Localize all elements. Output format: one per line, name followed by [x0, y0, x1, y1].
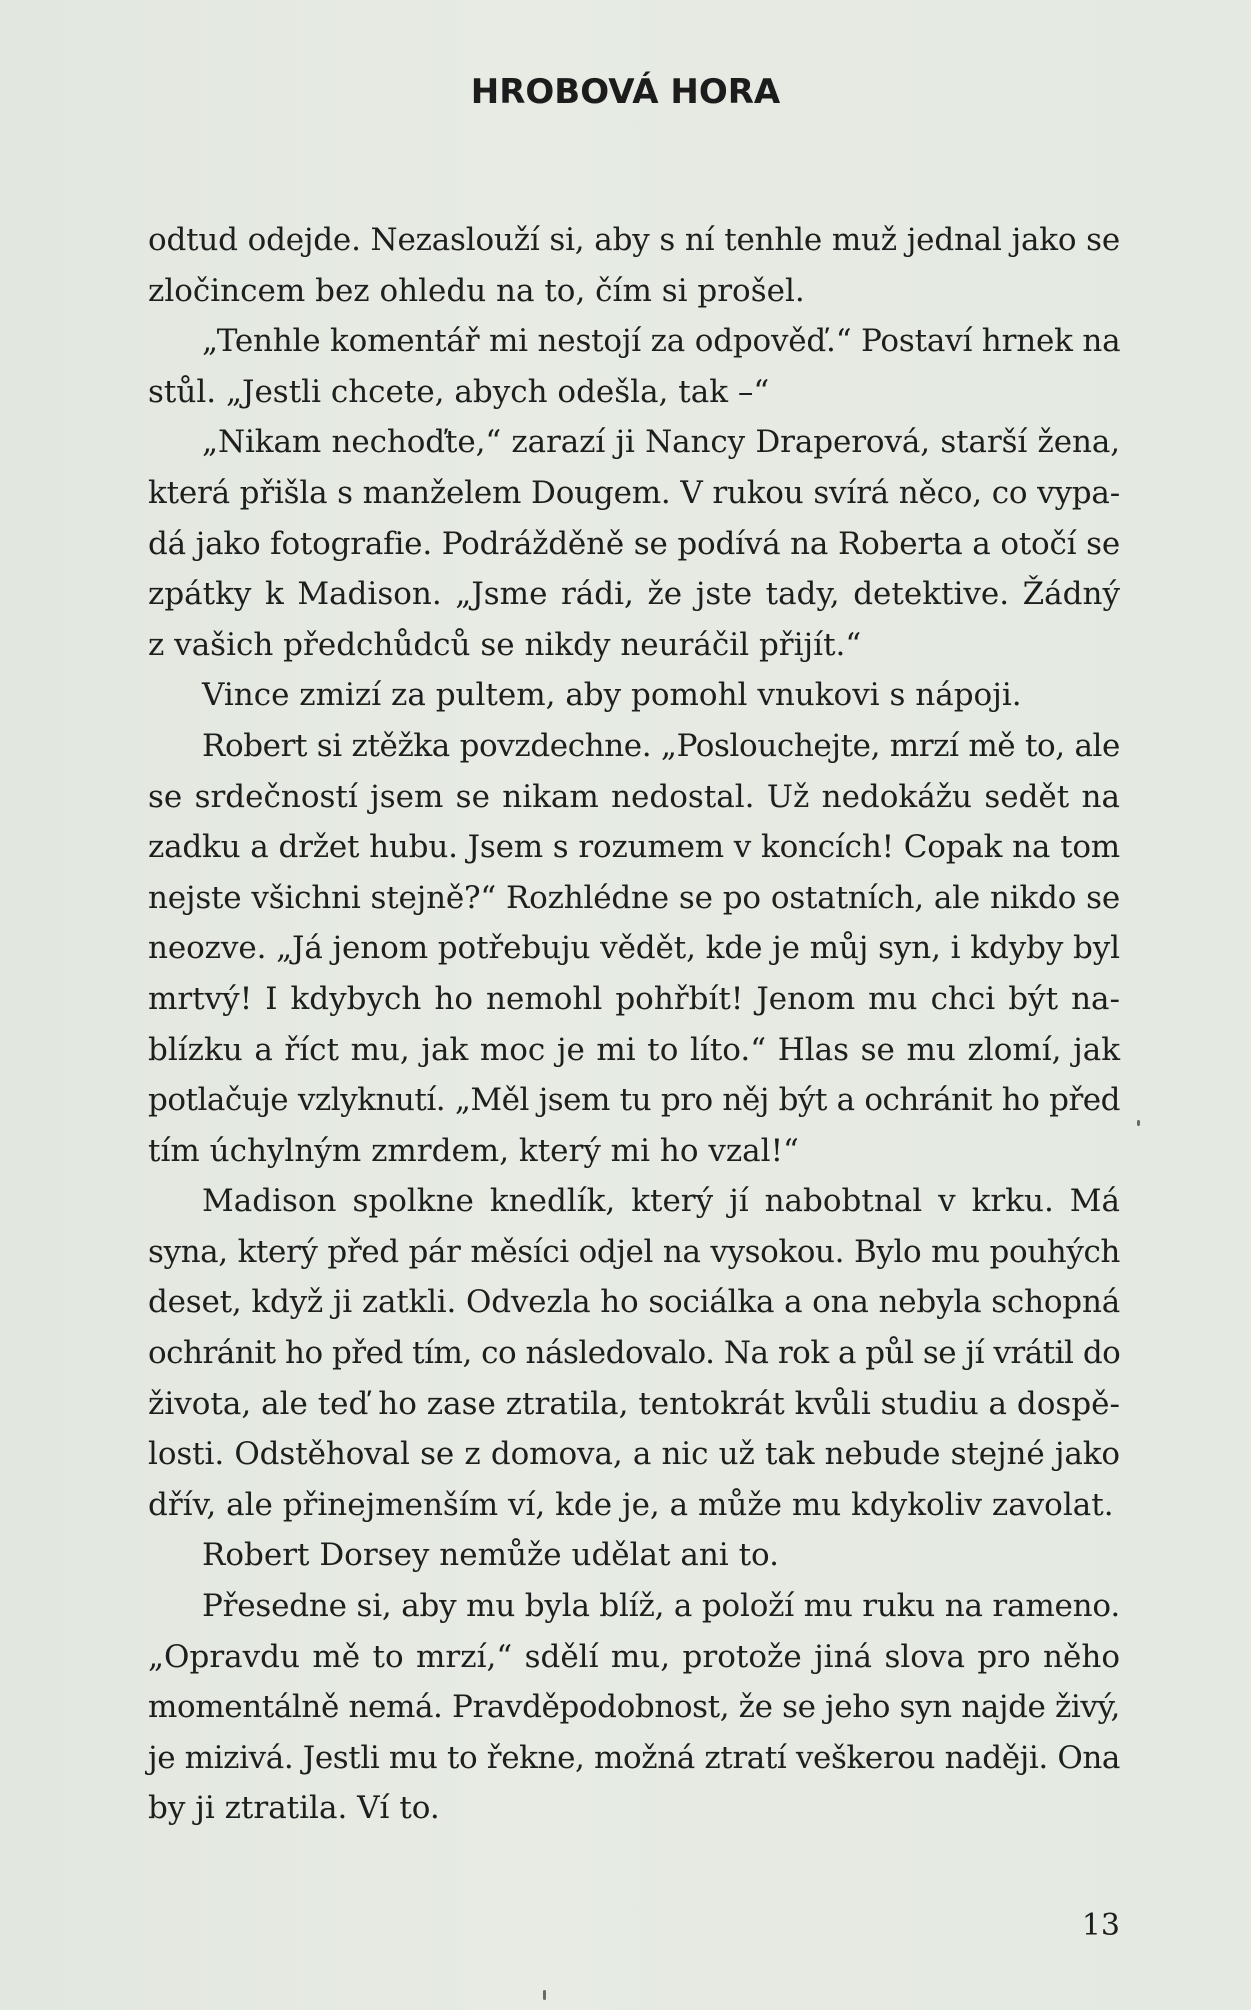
text-line: „Nikam nechoďte,“ zarazí ji Nancy Draperová, starší žena,: [202, 424, 1120, 461]
print-speck: [543, 1990, 546, 2000]
text-line: života, ale teď ho zase ztratila, tentokrát kvůli studiu a dospě-: [148, 1385, 1120, 1422]
text-line: neozve. „Já jenom potřebuju vědět, kde je můj syn, i kdyby byl: [148, 930, 1120, 967]
text-line: potlačuje vzlyknutí. „Měl jsem tu pro něj být a ochránit ho před: [148, 1082, 1120, 1119]
text-line: losti. Odstěhoval se z domova, a nic už tak nebude stejné jako: [148, 1436, 1120, 1473]
text-line: Přesedne si, aby mu byla blíž, a položí mu ruku na rameno.: [202, 1588, 1120, 1625]
text-line: dá jako fotografie. Podrážděně se podívá na Roberta a otočí se: [148, 525, 1120, 562]
text-line: z vašich předchůdců se nikdy neuráčil přijít.“: [148, 626, 862, 663]
text-line: zpátky k Madison. „Jsme rádi, že jste tady, detektive. Žádný: [148, 576, 1120, 613]
text-line: která přišla s manželem Dougem. V rukou svírá něco, co vypa-: [148, 474, 1120, 511]
text-line: je mizivá. Jestli mu to řekne, možná ztratí veškerou naději. Ona: [148, 1739, 1120, 1776]
running-head-title: HROBOVÁ HORA: [470, 72, 781, 112]
page-number: 13: [1081, 1908, 1120, 1943]
text-line: nejste všichni stejně?“ Rozhlédne se po ostatních, ale nikdo se: [148, 879, 1120, 916]
text-line: zločincem bez ohledu na to, čím si prošel.: [148, 272, 805, 309]
text-line: se srdečností jsem se nikam nedostal. Už nedokážu sedět na: [148, 778, 1120, 815]
text-line: deset, když ji zatkli. Odvezla ho sociálka a ona nebyla schopná: [148, 1284, 1120, 1321]
text-line: syna, který před pár měsíci odjel na vysokou. Bylo mu pouhých: [148, 1233, 1120, 1270]
text-line: blízku a říct mu, jak moc je mi to líto.“ Hlas se mu zlomí, jak: [148, 1031, 1120, 1068]
text-line: „Tenhle komentář mi nestojí za odpověď.“ Postaví hrnek na: [202, 323, 1121, 360]
text-line: Robert Dorsey nemůže udělat ani to.: [202, 1537, 779, 1574]
text-line: tím úchylným zmrdem, který mi ho vzal!“: [148, 1132, 799, 1169]
text-line: Robert si ztěžka povzdechne. „Poslouchejte, mrzí mě to, ale: [202, 727, 1120, 764]
text-line: by ji ztratila. Ví to.: [148, 1790, 440, 1827]
text-line: „Opravdu mě to mrzí,“ sdělí mu, protože jiná slova pro něho: [148, 1638, 1120, 1675]
text-line: mrtvý! I kdybych ho nemohl pohřbít! Jenom mu chci být na-: [148, 980, 1120, 1017]
text-line: Vince zmizí za pultem, aby pomohl vnukovi s nápoji.: [202, 677, 1022, 714]
text-line: dřív, ale přinejmenším ví, kde je, a může mu kdykoliv zavolat.: [148, 1486, 1114, 1523]
body-text: [148, 215, 1120, 1834]
text-line: stůl. „Jestli chcete, abych odešla, tak –“: [148, 373, 770, 410]
text-line: ochránit ho před tím, co následovalo. Na rok a půl se jí vrátil do: [148, 1335, 1121, 1372]
text-line: odtud odejde. Nezaslouží si, aby s ní tenhle muž jednal jako se: [148, 222, 1120, 258]
print-speck: [1137, 1120, 1140, 1126]
text-line: zadku a držet hubu. Jsem s rozumem v koncích! Copak na tom: [148, 829, 1120, 866]
text-line: momentálně nemá. Pravděpodobnost, že se jeho syn najde živý,: [148, 1689, 1120, 1726]
text-line: Madison spolkne knedlík, který jí nabobtnal v krku. Má: [202, 1183, 1120, 1220]
